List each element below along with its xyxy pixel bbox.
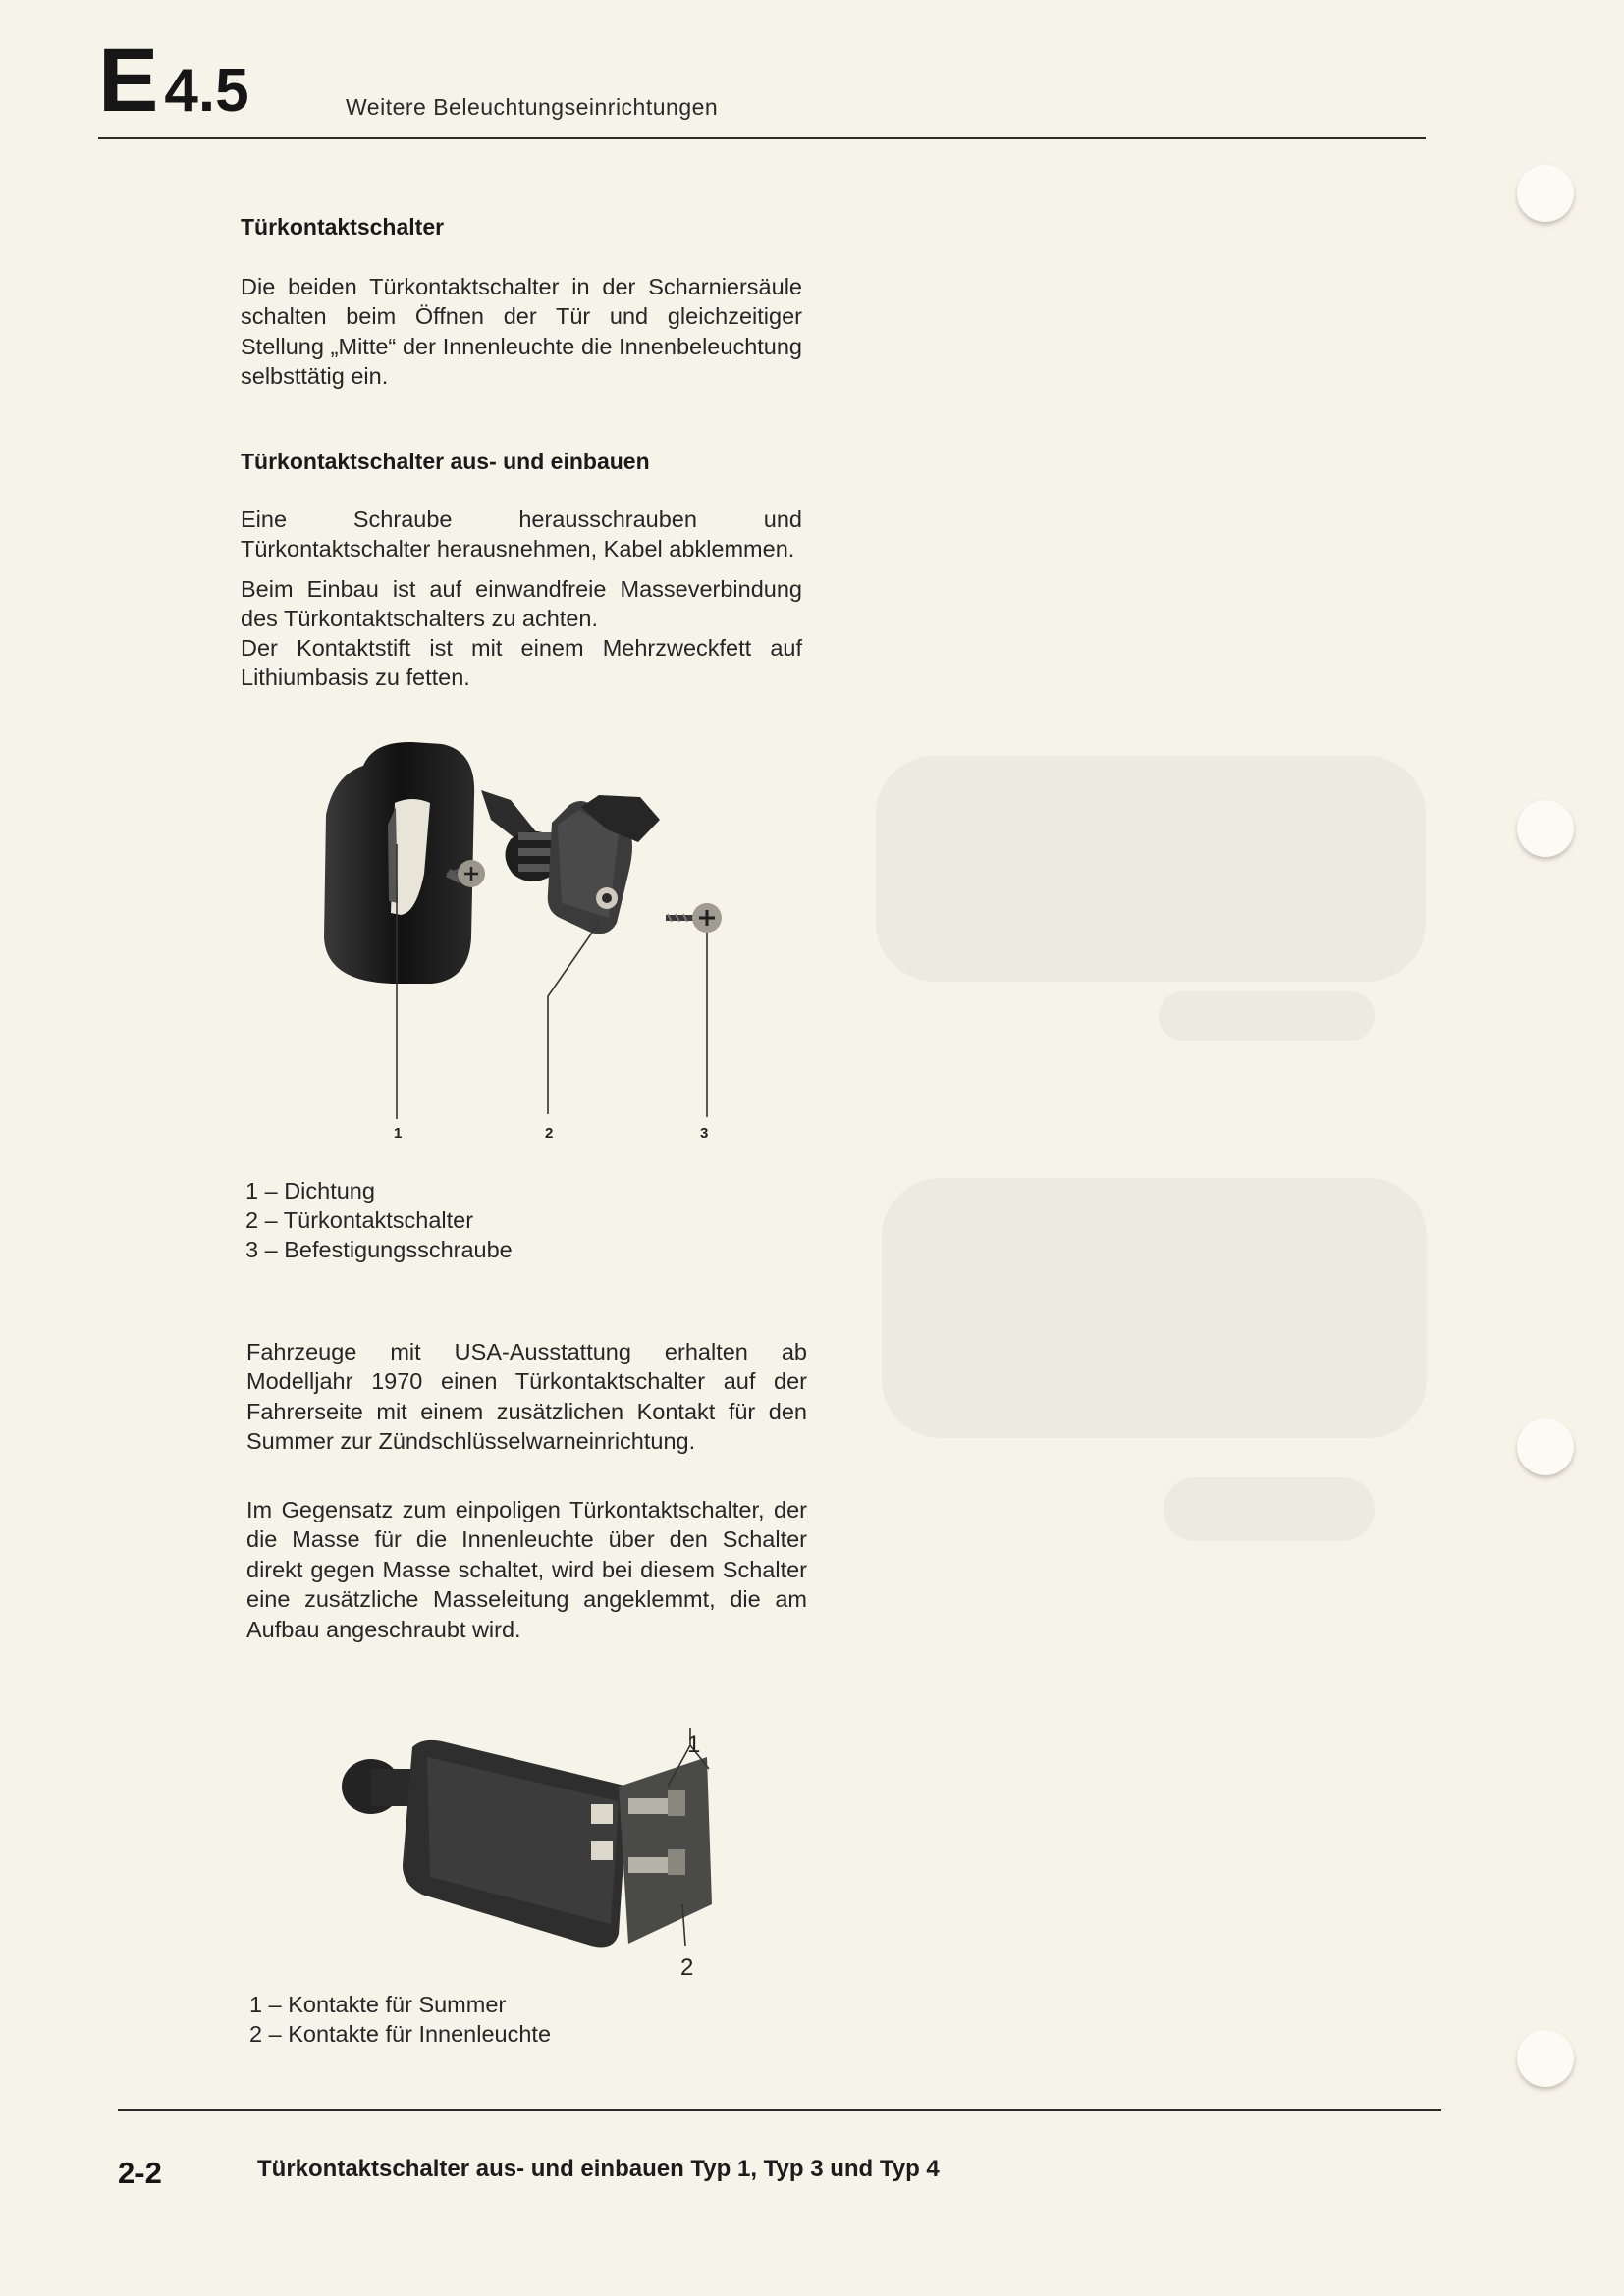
section-number: [98, 30, 249, 131]
header-rule: [98, 137, 1426, 139]
section-letter: E: [98, 30, 157, 131]
switch-drawing: [481, 790, 660, 934]
callout-leader: [548, 923, 599, 1114]
footer-rule: [118, 2109, 1441, 2111]
figure-caption: 1 – Kontakte für Summer: [249, 1992, 507, 2017]
callout-number: 1: [687, 1732, 701, 1758]
bleed-through-shape: [882, 1178, 1427, 1438]
bleed-through-shape: [1159, 991, 1375, 1041]
callout-number: 2: [680, 1954, 694, 1981]
punch-hole: [1517, 165, 1574, 222]
bleed-through-shape: [876, 756, 1426, 982]
callout-number: 2: [545, 1125, 554, 1142]
bleed-through-shape: [1164, 1477, 1375, 1541]
punch-hole: [1517, 1418, 1574, 1475]
section-heading: Türkontaktschalter: [241, 214, 445, 240]
section-subnumber: 4.5: [164, 57, 249, 125]
paragraph: Der Kontaktstift ist mit einem Mehrzweckfett auf Lithiumbasis zu fetten.: [241, 635, 802, 691]
figure-caption: 3 – Befestigungsschraube: [245, 1237, 513, 1262]
seal-drawing: [324, 742, 474, 984]
paragraph: Die beiden Türkontaktschalter in der Scharniersäule schalten beim Öffnen der Tür und gleichzeitiger Stellung „Mitte“ der Innenleuchte die Innenbeleuchtung selbsttätig ein.: [241, 274, 802, 390]
punch-hole: [1517, 800, 1574, 857]
screw-icon: [658, 888, 736, 947]
paragraph: Fahrzeuge mit USA-Ausstattung erhalten ab Modelljahr 1970 einen Türkontaktschalter auf der Fahrerseite mit einem zusätzlichen Kontakt für den Summer zur Zündschlüsselwarneinrichtung.: [246, 1339, 807, 1455]
switch-body-drawing: [342, 1740, 712, 1948]
figure-caption: 2 – Kontakte für Innenleuchte: [249, 2021, 552, 2047]
figure-caption: 2 – Türkontaktschalter: [245, 1207, 474, 1233]
paragraph: Beim Einbau ist auf einwandfreie Masseverbindung des Türkontaktschalters zu achten.: [241, 576, 802, 632]
callout-number: 1: [394, 1125, 403, 1142]
paragraph: Im Gegensatz zum einpoligen Türkontaktschalter, der die Masse für die Innenleuchte über den Schalter direkt gegen Masse schaltet, wird bei diesem Schalter eine zusätzliche Masseleitung angeklemmt, die am Aufbau angeschraubt wird.: [246, 1497, 807, 1642]
section-heading: Türkontaktschalter aus- und einbauen: [241, 449, 650, 474]
punch-hole: [1517, 2030, 1574, 2087]
header-title: Weitere Beleuchtungseinrichtungen: [346, 94, 719, 120]
two-pole-switch-figure: [334, 1728, 727, 1983]
callout-number: 3: [700, 1125, 709, 1142]
paragraph: Eine Schraube herausschrauben und Türkontaktschalter herausnehmen, Kabel abklemmen.: [241, 507, 802, 562]
footer-title: Türkontaktschalter aus- und einbauen Typ 1, Typ 3 und Typ 4: [257, 2156, 940, 2182]
page-number: 2-2: [118, 2156, 162, 2190]
figure-caption: 1 – Dichtung: [245, 1178, 375, 1203]
